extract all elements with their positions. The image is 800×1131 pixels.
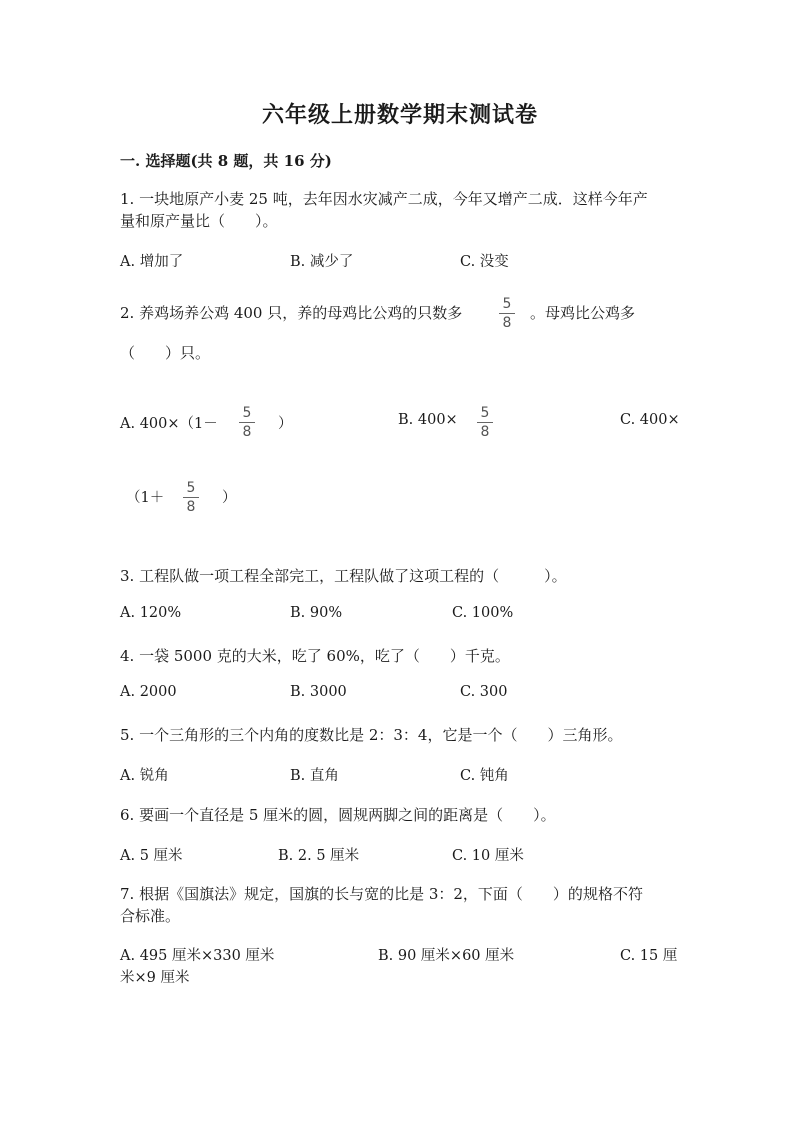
page-title: 六年级上册数学期末测试卷 — [261, 102, 538, 128]
question-1-line-2: 量和原产量比（ ）。 — [120, 212, 278, 230]
question-1-line-1: 1. 一块地原产小麦 25 吨，去年因水灾减产二成，今年又增产二成．这样今年产 — [120, 190, 648, 208]
question-7-option-c-cont: 米×9 厘米 — [120, 970, 190, 986]
question-5-option-a: A. 锐角 — [120, 768, 169, 784]
section-heading: 一. 选择题(共 8 题，共 16 分) — [120, 152, 332, 170]
question-6-option-b: B. 2. 5 厘米 — [278, 848, 360, 864]
question-2-option-a-fraction — [236, 406, 258, 439]
question-5-option-c: C. 钝角 — [460, 768, 509, 784]
question-1-option-a: A. 增加了 — [120, 254, 184, 270]
question-6-line-1: 6. 要画一个直径是 5 厘米的圆，圆规两脚之间的距离是（ ）。 — [120, 806, 556, 824]
question-7-option-b: B. 90 厘米×60 厘米 — [378, 948, 515, 964]
question-1-option-b: B. 减少了 — [290, 254, 354, 270]
fraction-denominator: 8 — [480, 424, 490, 440]
fraction-numerator: 5 — [480, 405, 490, 421]
question-4-option-c: C. 300 — [460, 684, 508, 700]
question-2-option-b-fraction — [474, 406, 496, 439]
question-5-line-1: 5. 一个三角形的三个内角的度数比是 2：3：4，它是一个（ ）三角形。 — [120, 726, 623, 744]
question-7-line-1: 7. 根据《国旗法》规定，国旗的长与宽的比是 3：2，下面（ ）的规格不符 — [120, 885, 643, 903]
fraction-numerator: 5 — [186, 480, 196, 496]
fraction-denominator: 8 — [186, 499, 196, 515]
question-2-text-before: 2. 养鸡场养公鸡 400 只，养的母鸡比公鸡的只数多 — [120, 304, 463, 322]
question-2-option-c-fraction — [180, 481, 202, 514]
question-4-option-a: A. 2000 — [120, 684, 177, 700]
question-3-line-1: 3. 工程队做一项工程全部完工，工程队做了这项工程的（ ）。 — [120, 567, 567, 585]
fraction-denominator: 8 — [242, 424, 252, 440]
fraction-numerator: 5 — [502, 296, 512, 312]
question-7-line-2: 合标准。 — [120, 907, 181, 925]
question-6-option-c: C. 10 厘米 — [452, 848, 524, 864]
question-2-option-a-before: A. 400×（1－ — [120, 416, 218, 432]
fraction-bar — [499, 313, 515, 314]
question-2-fraction — [496, 297, 518, 330]
fraction-numerator: 5 — [242, 405, 252, 421]
question-2-option-a-after: ） — [278, 416, 293, 432]
question-1-option-c: C. 没变 — [460, 254, 509, 270]
fraction-bar — [239, 422, 255, 423]
question-4-line-1: 4. 一袋 5000 克的大米，吃了 60%，吃了（ ）千克。 — [120, 647, 510, 665]
question-2-text-after: 。母鸡比公鸡多 — [530, 304, 636, 322]
question-3-option-a: A. 120% — [120, 605, 182, 621]
question-2-option-c-cont-before: （1＋ — [126, 490, 165, 506]
question-2-line-2: （ ）只。 — [120, 344, 211, 362]
question-4-option-b: B. 3000 — [290, 684, 347, 700]
question-2-option-c-cont-after: ） — [222, 490, 237, 506]
question-6-option-a: A. 5 厘米 — [120, 848, 183, 864]
question-2-option-b-before: B. 400× — [398, 412, 458, 428]
question-7-option-c: C. 15 厘 — [620, 948, 678, 964]
fraction-bar — [183, 497, 199, 498]
question-5-option-b: B. 直角 — [290, 768, 339, 784]
question-3-option-c: C. 100% — [452, 605, 514, 621]
question-2-option-c-before: C. 400× — [620, 412, 680, 428]
fraction-bar — [477, 422, 493, 423]
fraction-denominator: 8 — [502, 315, 512, 331]
question-7-option-a: A. 495 厘米×330 厘米 — [120, 948, 275, 964]
question-3-option-b: B. 90% — [290, 605, 343, 621]
